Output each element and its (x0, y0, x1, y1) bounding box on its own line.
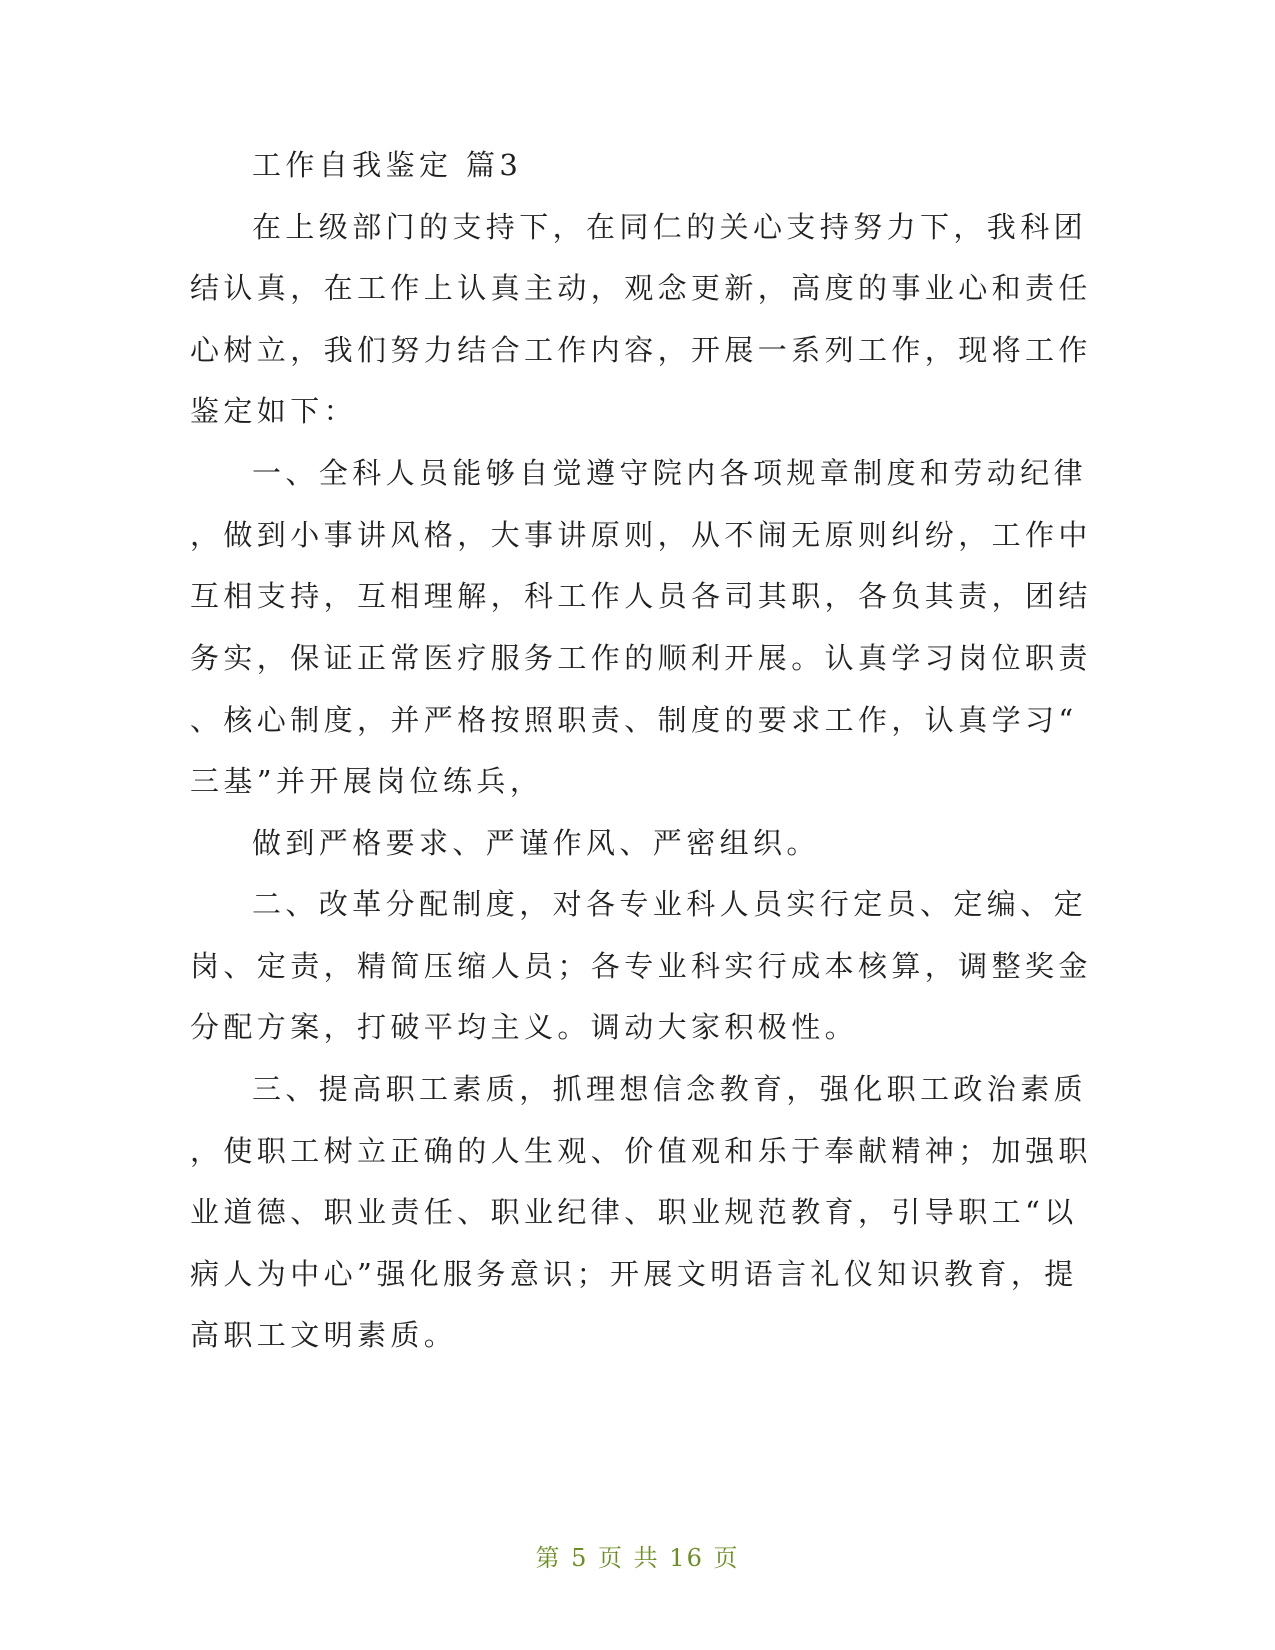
page-footer: 第 5 页 共 16 页 (535, 1544, 740, 1572)
text-line: 分配方案，打破平均主义。调动大家积极性。 (190, 1010, 859, 1044)
text-line: 高职工文明素质。 (190, 1318, 458, 1352)
text-line: 心树立，我们努力结合工作内容，开展一系列工作，现将工作 (190, 333, 1092, 367)
text-line: 岗、定责，精简压缩人员；各专业科实行成本核算，调整奖金 (190, 949, 1092, 983)
text-line: 业道德、职业责任、职业纪律、职业规范教育，引导职工“以 (190, 1195, 1078, 1229)
text-line: 务实，保证正常医疗服务工作的顺利开展。认真学习岗位职责 (190, 641, 1092, 675)
document-title: 工作自我鉴定 篇3 (252, 148, 523, 182)
text-line: 、核心制度，并严格按照职责、制度的要求工作，认真学习“ (190, 703, 1078, 737)
text-line: 病人为中心”强化服务意识；开展文明语言礼仪知识教育，提 (190, 1257, 1078, 1291)
text-line: 互相支持，互相理解，科工作人员各司其职，各负其责，团结 (190, 579, 1092, 613)
text-line: 一、全科人员能够自觉遵守院内各项规章制度和劳动纪律 (252, 456, 1088, 490)
text-line: 三基”并开展岗位练兵， (190, 764, 544, 798)
text-line: 结认真，在工作上认真主动，观念更新，高度的事业心和责任 (190, 271, 1092, 305)
text-line: ，做到小事讲风格，大事讲原则，从不闹无原则纠纷，工作中 (190, 518, 1092, 552)
text-line: 二、改革分配制度，对各专业科人员实行定员、定编、定 (252, 887, 1088, 921)
text-line: ，使职工树立正确的人生观、价值观和乐于奉献精神；加强职 (190, 1134, 1092, 1168)
text-line: 三、提高职工素质，抓理想信念教育，强化职工政治素质 (252, 1072, 1088, 1106)
text-line: 做到严格要求、严谨作风、严密组织。 (252, 826, 820, 860)
text-line: 在上级部门的支持下，在同仁的关心支持努力下，我科团 (252, 210, 1088, 244)
text-line: 鉴定如下： (190, 394, 358, 428)
